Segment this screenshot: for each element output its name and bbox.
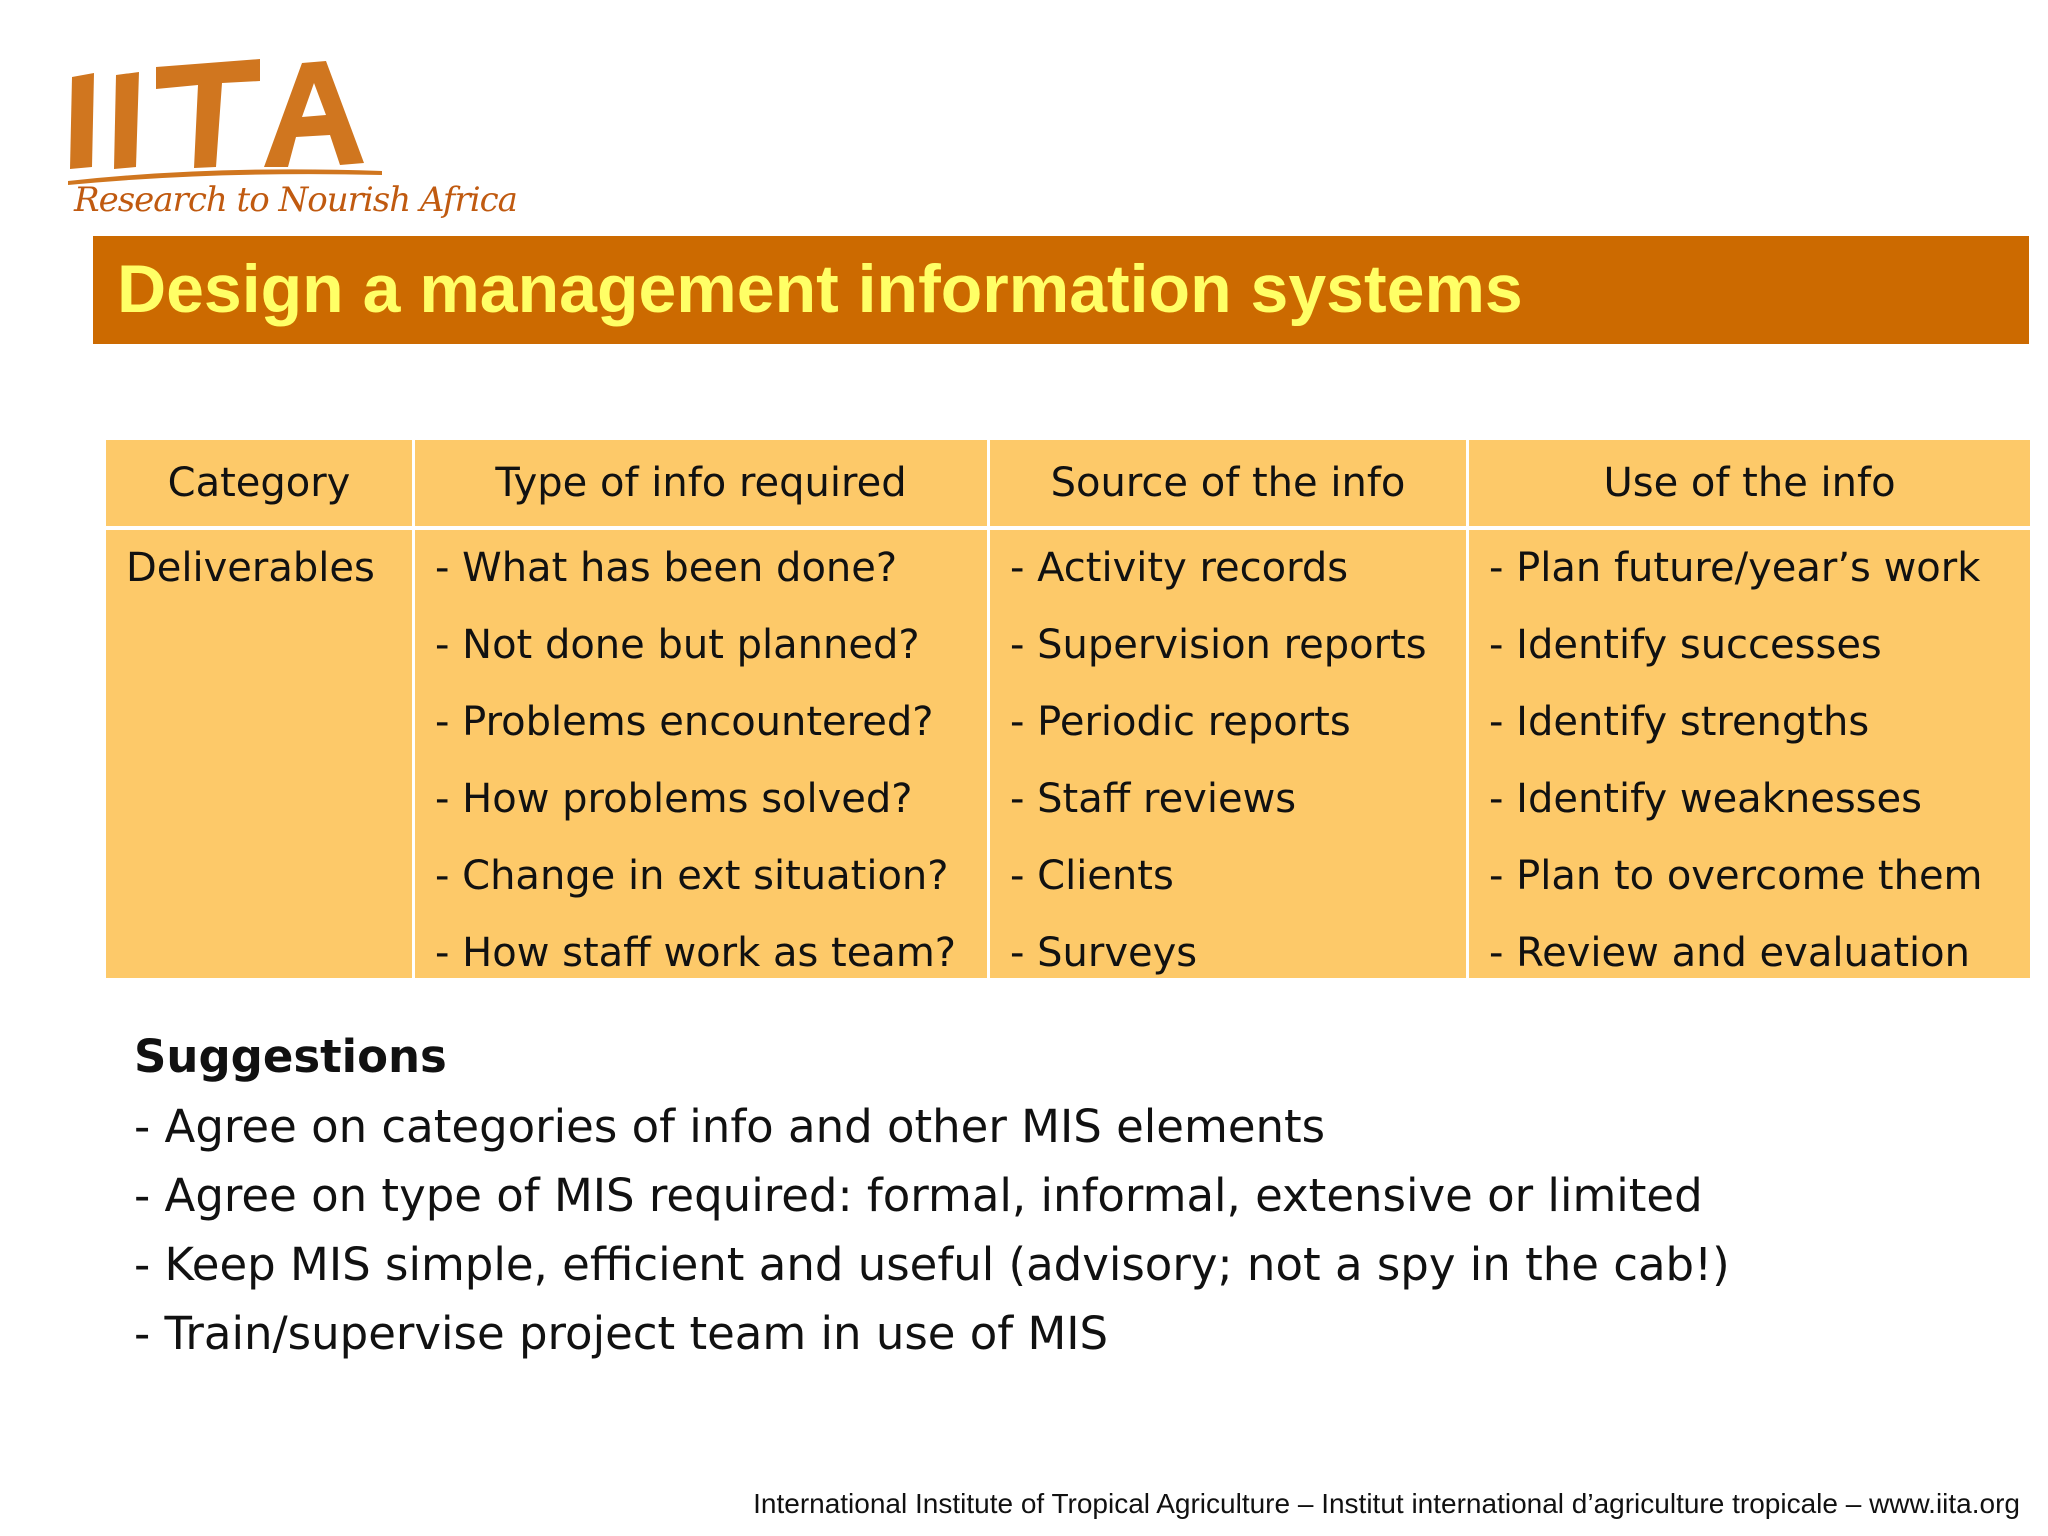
- category-cell: [106, 530, 412, 978]
- type-of-info-item: - How problems solved?: [435, 776, 913, 822]
- type-of-info-item: - Not done but planned?: [435, 622, 920, 668]
- header-type-of-info: Type of info required: [415, 440, 987, 526]
- source-item: - Periodic reports: [1010, 699, 1351, 745]
- source-item: - Surveys: [1010, 930, 1198, 976]
- header-category: Category: [106, 440, 412, 526]
- suggestions-section: [134, 1022, 1984, 1368]
- suggestion-item: - Agree on type of MIS required: formal, informal, extensive or limited: [134, 1169, 1703, 1222]
- footer-text: International Institute of Tropical Agriculture – Institut international d’agriculture tropicale – www.iita.org: [753, 1488, 2020, 1519]
- slide-title: Design a management information systems: [117, 251, 1523, 327]
- suggestion-item: - Keep MIS simple, efficient and useful (advisory; not a spy in the cab!): [134, 1238, 1730, 1291]
- type-of-info-item: - Change in ext situation?: [435, 853, 949, 899]
- use-item: - Identify strengths: [1489, 699, 1870, 745]
- source-cell: [990, 530, 1466, 978]
- source-item: - Clients: [1010, 853, 1174, 899]
- type-of-info-item: - What has been done?: [435, 545, 898, 591]
- logo-tagline: Research to Nourish Africa: [74, 180, 517, 220]
- suggestion-item: - Agree on categories of info and other MIS elements: [134, 1100, 1326, 1153]
- mis-table: [106, 440, 2030, 978]
- use-item: - Identify successes: [1489, 622, 1882, 668]
- iita-wordmark-logo: [64, 55, 394, 185]
- use-cell: [1469, 530, 2030, 978]
- use-item: - Identify weaknesses: [1489, 776, 1922, 822]
- use-item: - Plan to overcome them: [1489, 853, 1983, 899]
- suggestions-title: Suggestions: [134, 1030, 447, 1083]
- category-value: Deliverables: [126, 545, 375, 591]
- suggestion-item: - Train/supervise project team in use of MIS: [134, 1307, 1109, 1360]
- type-of-info-item: - How staff work as team?: [435, 930, 957, 976]
- source-item: - Staff reviews: [1010, 776, 1297, 822]
- type-of-info-cell: [415, 530, 987, 978]
- source-item: - Activity records: [1010, 545, 1349, 591]
- iita-logo: [64, 55, 517, 245]
- source-item: - Supervision reports: [1010, 622, 1427, 668]
- header-source: Source of the info: [990, 440, 1466, 526]
- type-of-info-item: - Problems encountered?: [435, 699, 934, 745]
- use-item: - Plan future/year’s work: [1489, 545, 1981, 591]
- header-use: Use of the info: [1469, 440, 2030, 526]
- use-item: - Review and evaluation: [1489, 930, 1970, 976]
- title-bar: [93, 236, 2029, 344]
